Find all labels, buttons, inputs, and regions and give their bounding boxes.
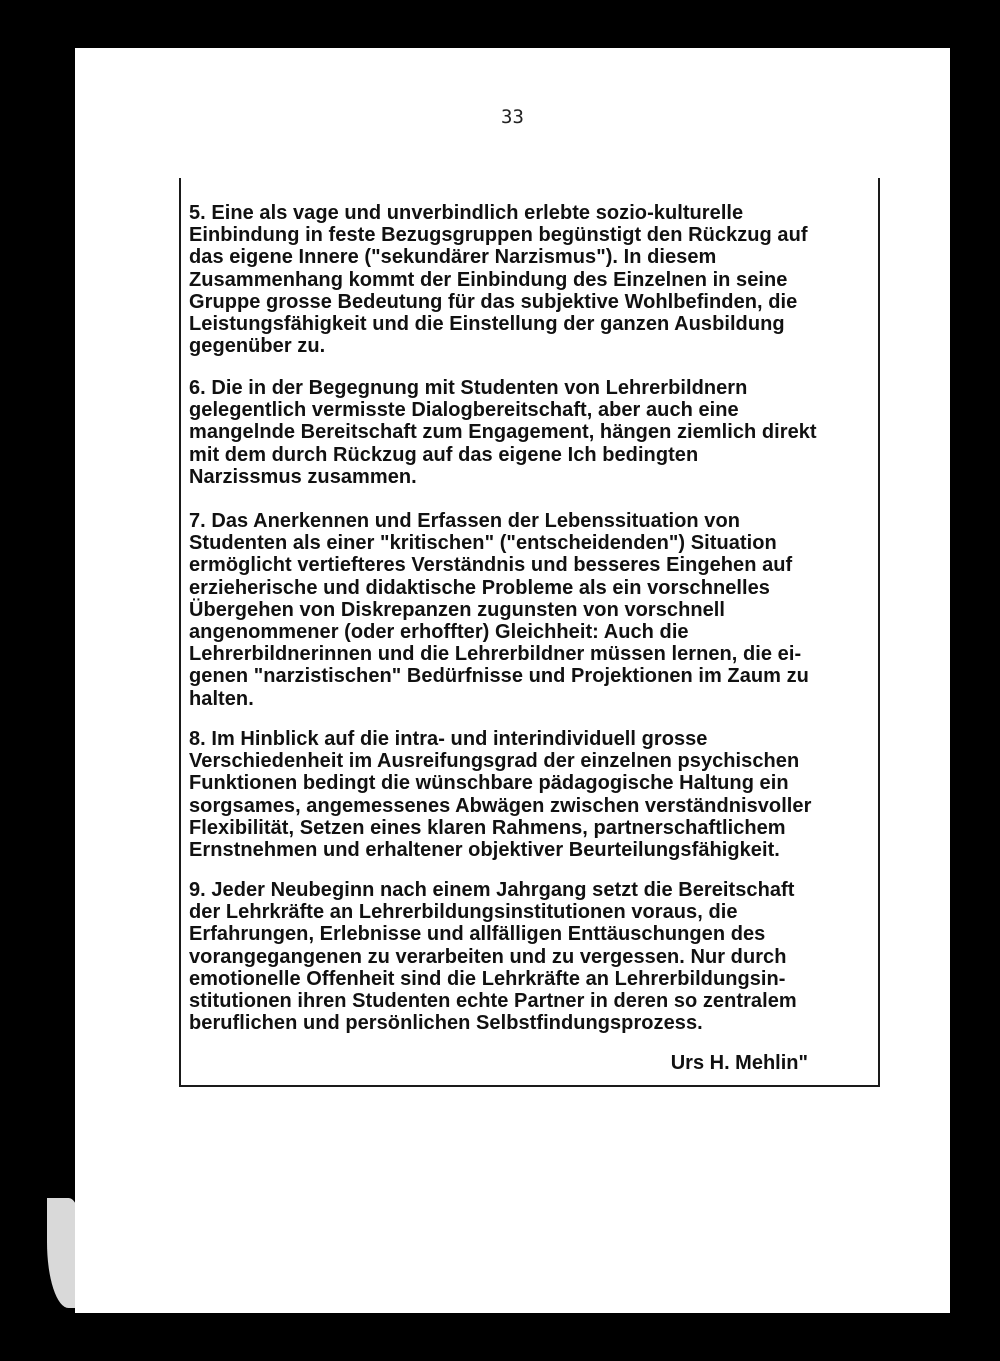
paragraph-line: vorangegangenen zu verarbeiten und zu vergessen. Nur durch <box>189 945 787 968</box>
quote-box <box>179 178 880 1087</box>
paragraph-line: Übergehen von Diskrepanzen zugunsten von vorschnell <box>189 598 725 621</box>
paragraph-line: Zusammenhang kommt der Einbindung des Einzelnen in seine <box>189 268 788 291</box>
paragraph-line: Verschiedenheit im Ausreifungsgrad der einzelnen psychischen <box>189 750 800 773</box>
paragraph-line: halten. <box>189 687 254 710</box>
paragraph-line: Studenten als einer "kritischen" ("entscheidenden") Situation <box>189 532 777 555</box>
paragraph-line: Ernstnehmen und erhaltener objektiver Beurteilungsfähigkeit. <box>189 839 780 862</box>
paragraph-line: 7. Das Anerkennen und Erfassen der Lebenssituation von <box>189 510 740 532</box>
paragraph-line: gelegentlich vermisste Dialogbereitschaft, aber auch eine <box>189 399 739 422</box>
paragraph-5 <box>189 202 879 357</box>
paragraph-line: Einbindung in feste Bezugsgruppen begünstigt den Rückzug auf <box>189 224 808 247</box>
paragraph-line: der Lehrkräfte an Lehrerbildungsinstitutionen voraus, die <box>189 901 738 924</box>
paragraph-line: Leistungsfähigkeit und die Einstellung der ganzen Ausbildung <box>189 313 785 336</box>
paragraph-7 <box>189 510 879 710</box>
paragraph-line: beruflichen und persönlichen Selbstfindungsprozess. <box>189 1012 703 1035</box>
paragraph-line: genen "narzistischen" Bedürfnisse und Projektionen im Zaum zu <box>189 665 809 688</box>
paragraph-9 <box>189 879 879 1034</box>
paragraph-line: Lehrerbildnerinnen und die Lehrerbildner müssen lernen, die ei- <box>189 643 802 666</box>
paragraph-line: erzieherische und didaktische Probleme als ein vorschnelles <box>189 576 770 599</box>
paragraph-line: Gruppe grosse Bedeutung für das subjektive Wohlbefinden, die <box>189 290 798 313</box>
paragraph-line: Erfahrungen, Erlebnisse und allfälligen Enttäuschungen des <box>189 923 766 946</box>
paragraph-line: stitutionen ihren Studenten echte Partner in deren so zentralem <box>189 990 797 1013</box>
paragraph-line: 8. Im Hinblick auf die intra- und interindividuell grosse <box>189 728 708 750</box>
paragraph-line: Flexibilität, Setzen eines klaren Rahmens, partnerschaftlichem <box>189 816 786 839</box>
paragraph-6 <box>189 377 879 488</box>
paragraph-line: 5. Eine als vage und unverbindlich erlebte sozio-kulturelle <box>189 202 744 224</box>
author-signature: Urs H. Mehlin" <box>670 1052 808 1074</box>
paragraph-line: Funktionen bedingt die wünschbare pädagogische Haltung ein <box>189 772 789 795</box>
paragraph-line: sorgsames, angemessenes Abwägen zwischen verständnisvoller <box>189 794 812 817</box>
scan-edge-mark <box>47 1198 83 1308</box>
paragraph-line: emotionelle Offenheit sind die Lehrkräfte an Lehrerbildungsin- <box>189 967 786 990</box>
paragraph-line: angenommener (oder erhoffter) Gleichheit: Auch die <box>189 621 689 644</box>
paragraph-line: ermöglicht vertiefteres Verständnis und besseres Eingehen auf <box>189 554 793 577</box>
page-number: 33 <box>501 106 524 128</box>
paragraph-line: 6. Die in der Begegnung mit Studenten von Lehrerbildnern <box>189 377 748 399</box>
document-page <box>75 48 950 1313</box>
paragraph-line: mit dem durch Rückzug auf das eigene Ich bedingten <box>189 443 699 466</box>
paragraph-line: gegenüber zu. <box>189 335 326 358</box>
paragraph-8 <box>189 728 879 861</box>
paragraph-line: 9. Jeder Neubeginn nach einem Jahrgang setzt die Bereitschaft <box>189 879 795 901</box>
paragraph-line: das eigene Innere ("sekundärer Narzismus"). In diesem <box>189 246 717 269</box>
paragraph-line: Narzissmus zusammen. <box>189 465 417 488</box>
paragraph-line: mangelnde Bereitschaft zum Engagement, hängen ziemlich direkt <box>189 421 817 444</box>
